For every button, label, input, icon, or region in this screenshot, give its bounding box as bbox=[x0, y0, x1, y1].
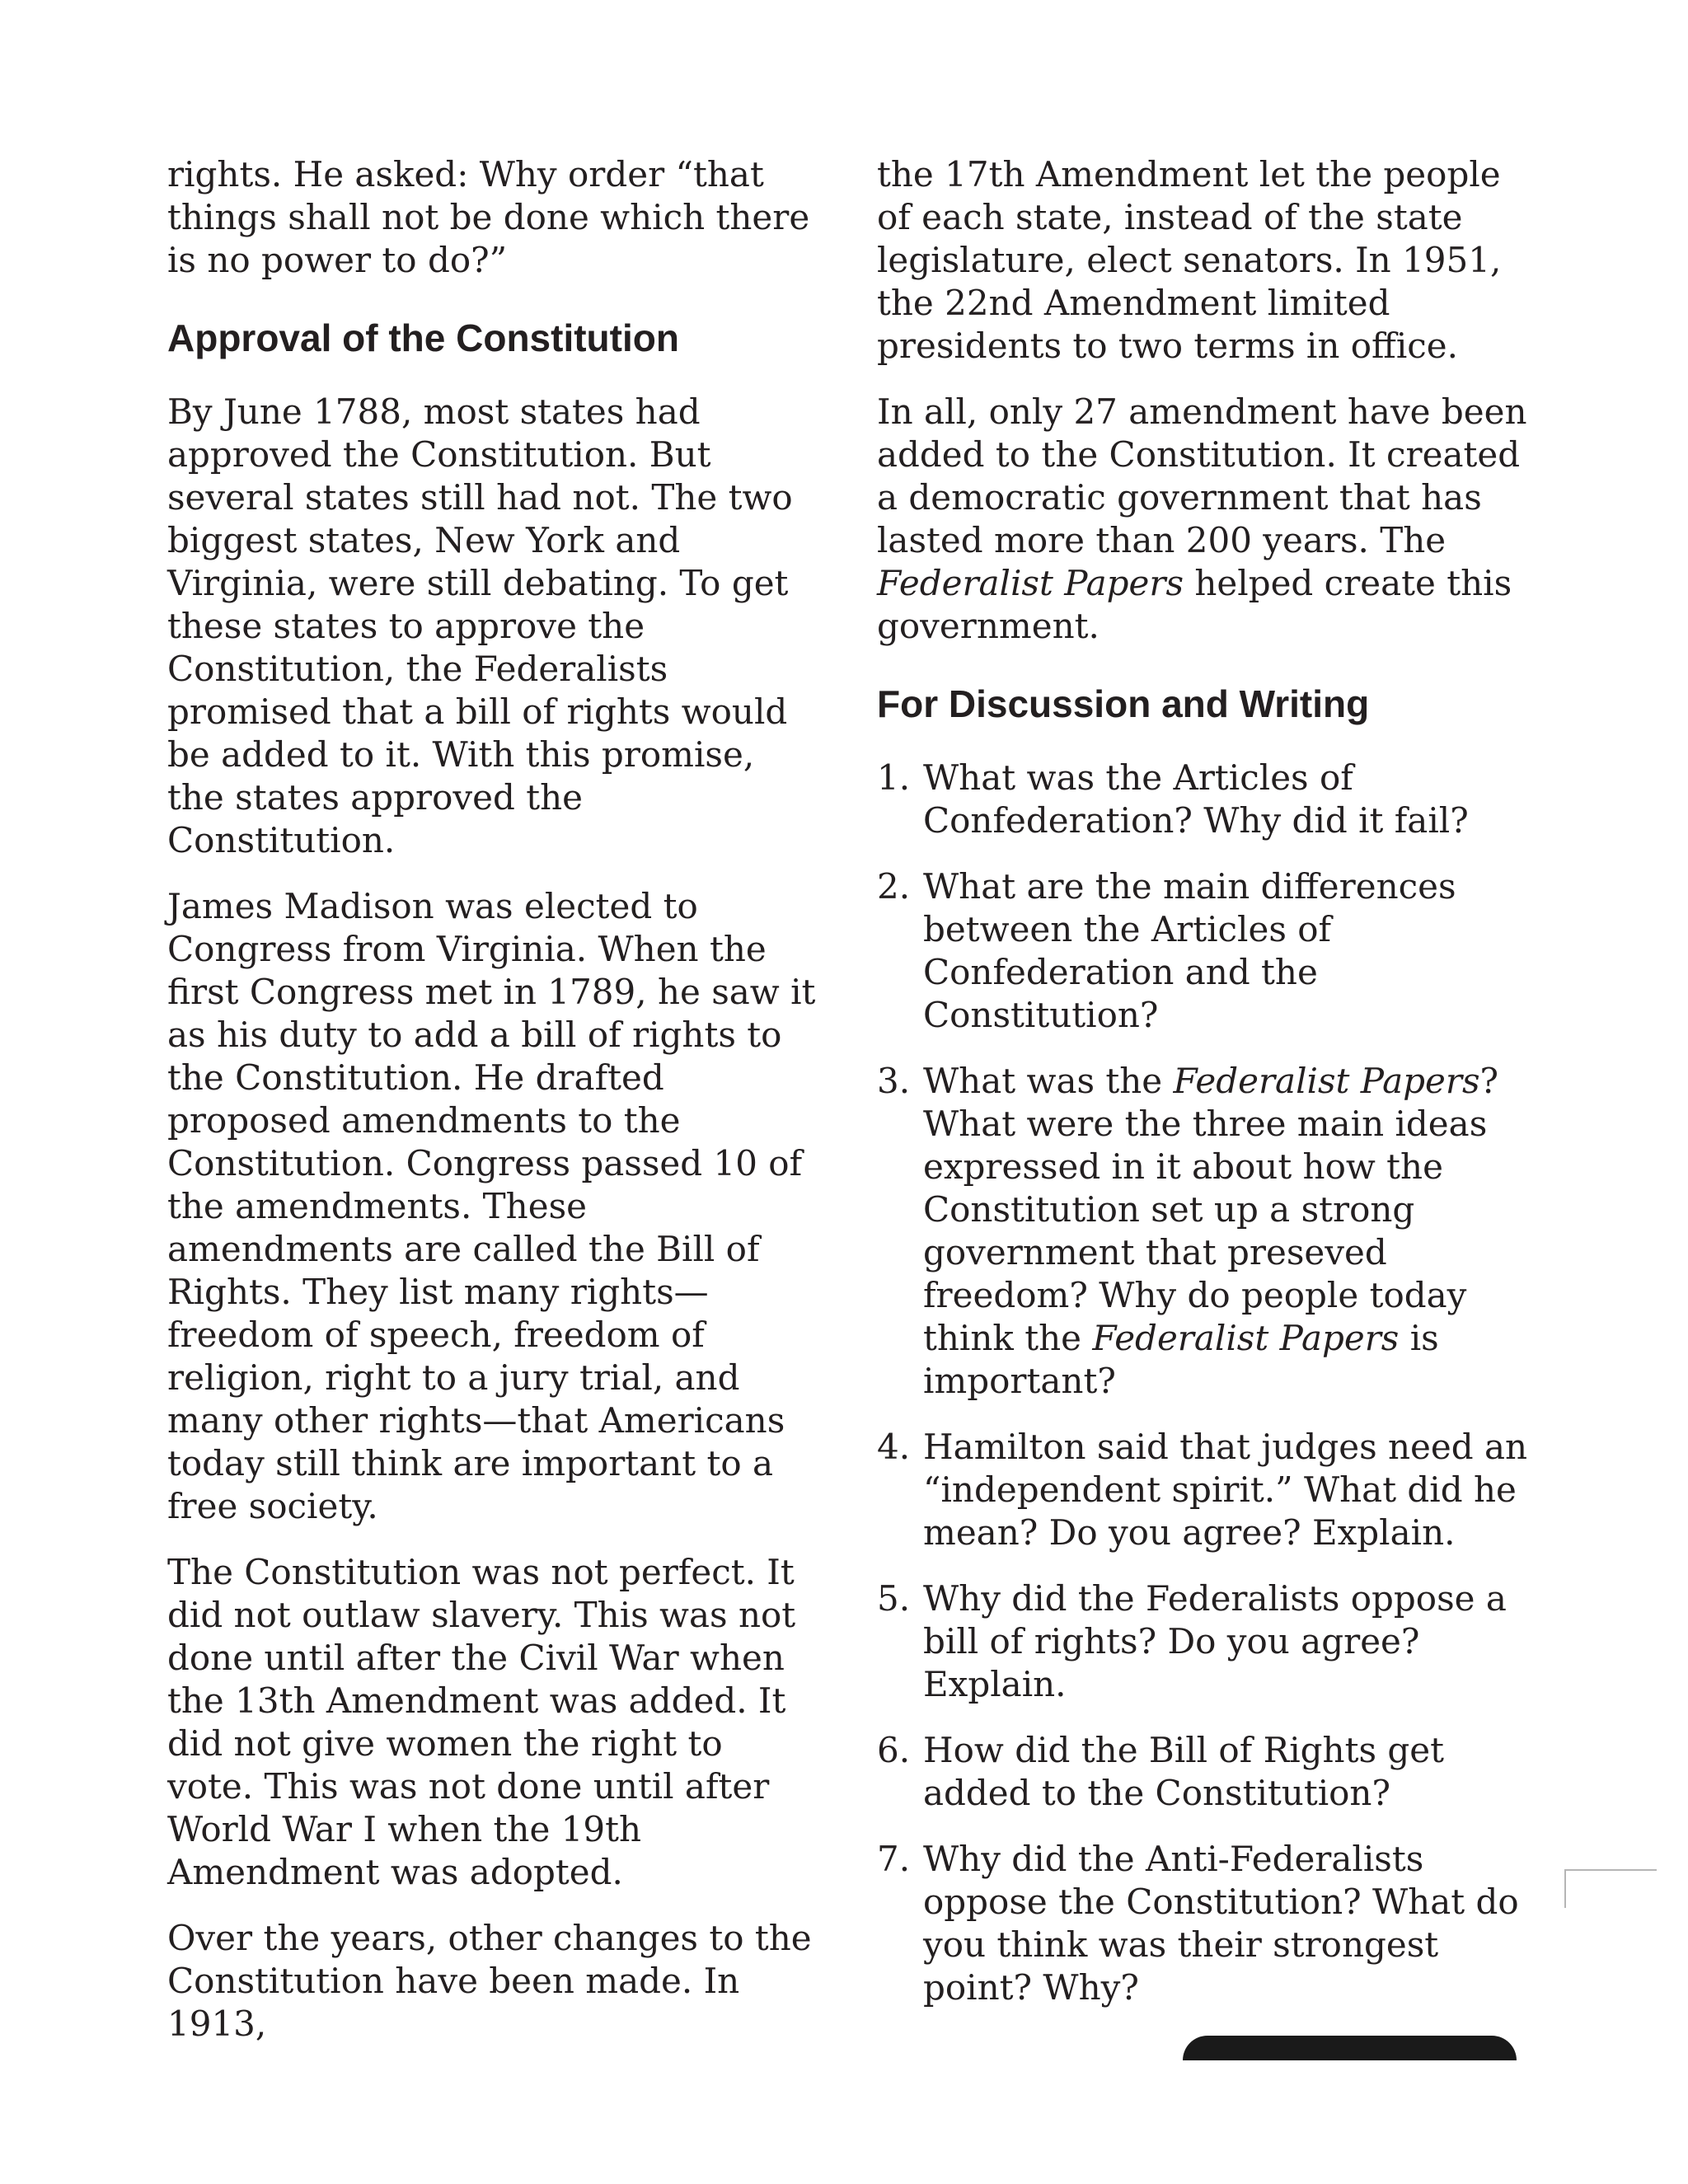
question-number: 7. bbox=[877, 1839, 911, 1879]
page-corner-mark bbox=[1564, 1869, 1657, 1908]
question-item bbox=[877, 1060, 1528, 1403]
in-all-text-b: helped create this government. bbox=[877, 563, 1512, 646]
question-number: 4. bbox=[877, 1427, 911, 1467]
discussion-questions-list bbox=[877, 757, 1528, 2009]
madison-paragraph: James Madison was elected to Congress from Virginia. When the first Congress met in 1789, he saw it as his duty to add a bill of rights to the Constitution. He drafted proposed amendments to the Constitution. Congress passed 10 of the amendments. These amendments are called the Bill of Rights. They list many rights—freedom of speech, freedom of religion, right to a jury trial, and many other rights—that Americans today still think are important to a free society. bbox=[167, 886, 816, 1526]
question-number: 1. bbox=[877, 757, 911, 798]
discussion-heading: For Discussion and Writing bbox=[877, 682, 1370, 725]
question-text-b: ? What were the three main ideas expressed in it about how the Constitution set up a strong government that preseved freedom? Why do people today think the bbox=[923, 1061, 1499, 1358]
question-text-c: is important? bbox=[923, 1318, 1439, 1401]
question-number: 3. bbox=[877, 1061, 911, 1101]
question-item bbox=[877, 757, 1528, 842]
in-all-text-a: In all, only 27 amendment have been added to the Constitution. It created a democratic government that has lasted more than 200 years. The bbox=[877, 391, 1527, 560]
june-1788-paragraph: By June 1788, most states had approved the Constitution. But several states still had not. The two biggest states, New York and Virginia, were still debating. To get these states to approve the Constitution, the Federalists promised that a bill of rights would be added to it. With this promise, the states approved the Constitution. bbox=[167, 391, 793, 860]
question-item bbox=[877, 1838, 1528, 2009]
question-item bbox=[877, 1729, 1528, 1815]
question-text-a: What was the bbox=[923, 1061, 1174, 1101]
left-column bbox=[167, 153, 818, 2069]
question-item bbox=[877, 1426, 1528, 1554]
question-text: How did the Bill of Rights get added to the Constitution? bbox=[923, 1730, 1444, 1813]
not-perfect-paragraph: The Constitution was not perfect. It did not outlaw slavery. This was not done until after the Civil War when the 13th Amendment was added. It did not give women the right to vote. This was not done until after World War I when the 19th Amendment was adopted. bbox=[167, 1552, 796, 1892]
question-text: What was the Articles of Confederation? Why did it fail? bbox=[923, 757, 1469, 841]
page-tab-shape bbox=[1183, 2036, 1517, 2060]
question-em-title: Federalist Papers bbox=[1173, 1061, 1480, 1101]
question-item bbox=[877, 865, 1528, 1037]
right-column bbox=[877, 153, 1528, 2032]
intro-paragraph: rights. He asked: Why order “that things shall not be done which there is no power to do?” bbox=[167, 154, 810, 280]
question-number: 6. bbox=[877, 1730, 911, 1770]
question-item bbox=[877, 1577, 1528, 1706]
question-number: 2. bbox=[877, 866, 911, 907]
in-all-paragraph bbox=[877, 391, 1528, 648]
amendments-continued-paragraph: the 17th Amendment let the people of each state, instead of the state legislature, elect senators. In 1951, the 22nd Amendment limited presidents to two terms in office. bbox=[877, 154, 1502, 366]
question-text: Why did the Anti-Federalists oppose the Constitution? What do you think was their strongest point? Why? bbox=[923, 1839, 1519, 2008]
question-text: Why did the Federalists oppose a bill of rights? Do you agree? Explain. bbox=[923, 1578, 1507, 1704]
question-em-title: Federalist Papers bbox=[1092, 1318, 1400, 1358]
question-text: Hamilton said that judges need an “independent spirit.” What did he mean? Do you agree? Explain. bbox=[923, 1427, 1528, 1553]
approval-heading: Approval of the Constitution bbox=[167, 316, 679, 359]
federalist-papers-title: Federalist Papers bbox=[877, 563, 1184, 603]
over-the-years-paragraph: Over the years, other changes to the Constitution have been made. In 1913, bbox=[167, 1918, 812, 2044]
question-number: 5. bbox=[877, 1578, 911, 1619]
question-text: What are the main differences between the Articles of Confederation and the Constitution? bbox=[923, 866, 1456, 1035]
